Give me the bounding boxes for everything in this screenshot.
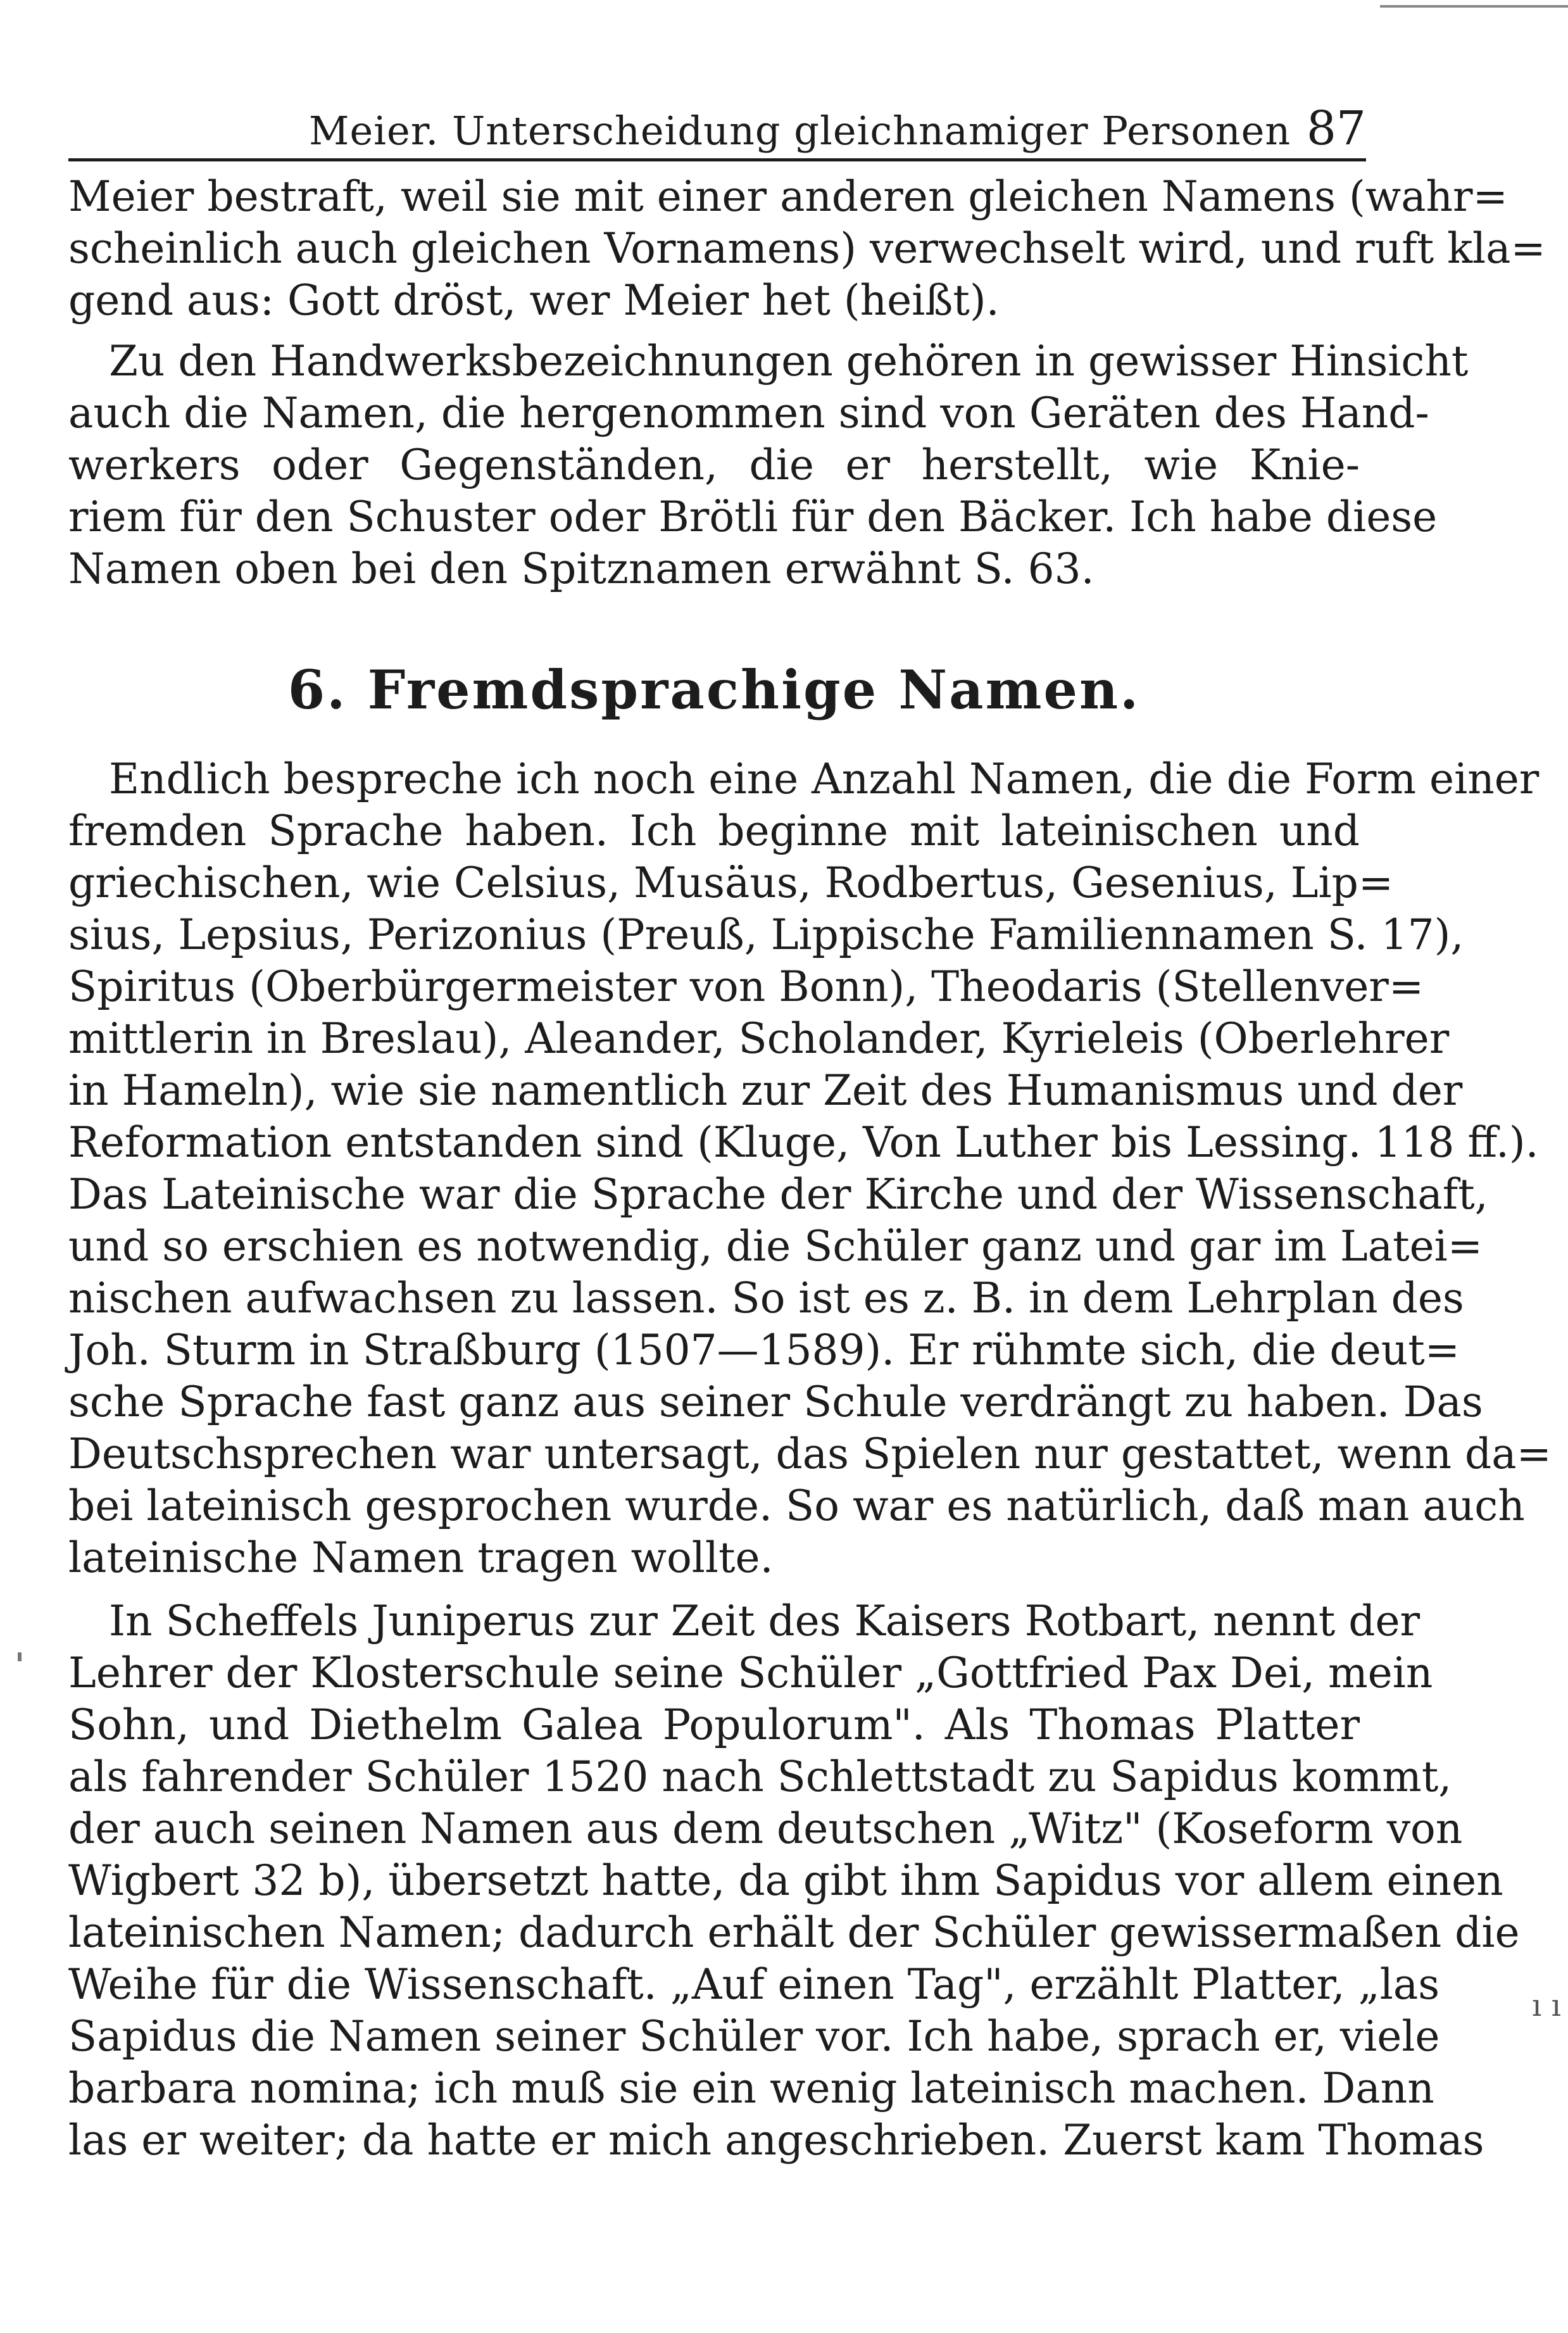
text-line: Reformation entstanden sind (Kluge, Von Luther bis Lessing. 118 ff.). xyxy=(68,1118,1539,1167)
text-line: Lehrer der Klosterschule seine Schüler „Gottfried Pax Dei, mein xyxy=(68,1649,1433,1697)
text-line: Sapidus die Namen seiner Schüler vor. Ich habe, sprach er, viele xyxy=(68,2012,1440,2061)
page-number: 87 xyxy=(1306,101,1366,156)
paragraph-scheffel xyxy=(68,1595,1520,2166)
margin-mark: ı ı xyxy=(1532,1988,1561,2023)
text-line: Wigbert 32 b), übersetzt hatte, da gibt ihm Sapidus vor allem einen xyxy=(68,1856,1503,1905)
text-line: und so erschien es notwendig, die Schüler ganz und gar im Latei= xyxy=(68,1222,1483,1271)
text-line: Joh. Sturm in Straßburg (1507—1589). Er rühmte sich, die deut= xyxy=(68,1326,1460,1374)
text-line: Zu den Handwerksbezeichnungen gehören in gewisser Hinsicht xyxy=(109,337,1469,386)
text-line: Das Lateinische war die Sprache der Kirche und der Wissenschaft, xyxy=(68,1170,1488,1219)
text-line: riem für den Schuster oder Brötli für den Bäcker. Ich habe diese xyxy=(68,493,1438,541)
text-line: nischen aufwachsen zu lassen. So ist es z. B. in dem Lehrplan des xyxy=(68,1274,1464,1323)
text-line: scheinlich auch gleichen Vornamens) verwechselt wird, und ruft kla= xyxy=(68,224,1546,273)
text-line: auch die Namen, die hergenommen sind von Geräten des Hand- xyxy=(68,389,1429,437)
text-line: fremden Sprache haben. Ich beginne mit lateinischen und xyxy=(68,807,1360,855)
text-line: Endlich bespreche ich noch eine Anzahl Namen, die die Form einer xyxy=(109,755,1540,803)
text-line: der auch seinen Namen aus dem deutschen „Witz" (Koseform von xyxy=(68,1804,1463,1853)
text-line: Deutschsprechen war untersagt, das Spielen nur gestattet, wenn da= xyxy=(68,1430,1552,1478)
text-line: gend aus: Gott dröst, wer Meier het (heißt). xyxy=(68,276,1000,325)
running-header xyxy=(68,95,1366,165)
running-title: Meier. Unterscheidung gleichnamiger Personen xyxy=(309,108,1291,154)
text-line: lateinische Namen tragen wollte. xyxy=(68,1533,774,1582)
text-line: werkers oder Gegenständen, die er herstellt, wie Knie- xyxy=(68,441,1360,489)
text-line: Weihe für die Wissenschaft. „Auf einen Tag", erzählt Platter, „las xyxy=(68,1960,1440,2009)
text-line: las er weiter; da hatte er mich angeschrieben. Zuerst kam Thomas xyxy=(68,2116,1484,2165)
header-rule xyxy=(68,158,1366,161)
text-line: bei lateinisch gesprochen wurde. So war es natürlich, daß man auch xyxy=(68,1481,1525,1530)
text-line: griechischen, wie Celsius, Musäus, Rodbertus, Gesenius, Lip= xyxy=(68,858,1394,907)
top-edge-rule xyxy=(1380,5,1568,8)
paragraph-handwerk xyxy=(68,336,1469,595)
text-line: als fahrender Schüler 1520 nach Schlettstadt zu Sapidus kommt, xyxy=(68,1752,1452,1801)
text-line: sche Sprache fast ganz aus seiner Schule verdrängt zu haben. Das xyxy=(68,1378,1483,1426)
text-line: barbara nomina; ich muß sie ein wenig lateinisch machen. Dann xyxy=(68,2064,1434,2113)
paragraph-fremdsprachig xyxy=(68,753,1552,1584)
paragraph-meier xyxy=(68,171,1546,327)
text-line: Sohn, und Diethelm Galea Populorum". Als Thomas Platter xyxy=(68,1701,1360,1749)
text-line: Spiritus (Oberbürgermeister von Bonn), Theodaris (Stellenver= xyxy=(68,962,1424,1011)
text-line: lateinischen Namen; dadurch erhält der Schüler gewissermaßen die xyxy=(68,1908,1520,1957)
text-line: Meier bestraft, weil sie mit einer anderen gleichen Namens (wahr= xyxy=(68,172,1508,221)
text-line: mittlerin in Breslau), Aleander, Scholander, Kyrieleis (Oberlehrer xyxy=(68,1014,1450,1063)
text-line: sius, Lepsius, Perizonius (Preuß, Lippische Familiennamen S. 17), xyxy=(68,910,1464,959)
text-line: Namen oben bei den Spitznamen erwähnt S. 63. xyxy=(68,544,1094,593)
scan-speck xyxy=(18,1652,22,1661)
text-line: In Scheffels Juniperus zur Zeit des Kaisers Rotbart, nennt der xyxy=(109,1597,1421,1645)
section-heading: 6. Fremdsprachige Namen. xyxy=(287,658,1141,721)
text-line: in Hameln), wie sie namentlich zur Zeit des Humanismus und der xyxy=(68,1066,1463,1115)
